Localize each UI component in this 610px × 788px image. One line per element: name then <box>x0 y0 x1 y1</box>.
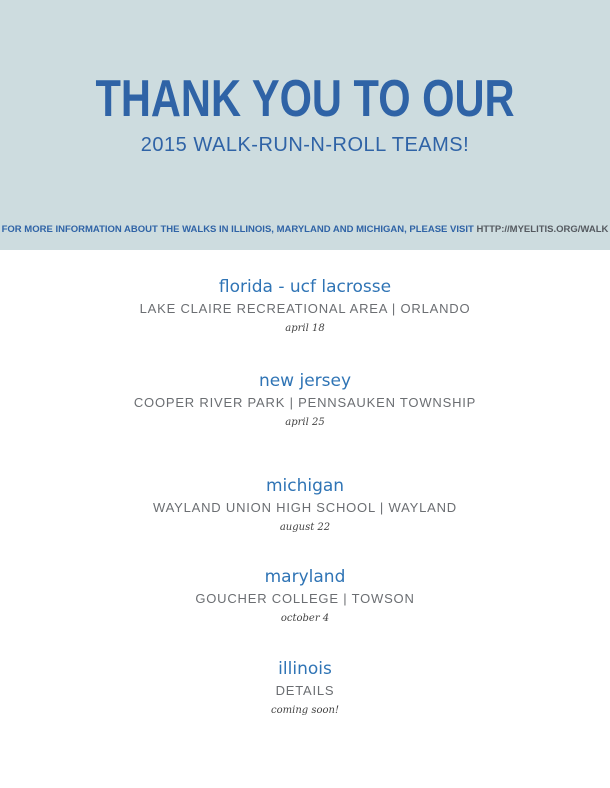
page-subtitle: 2015 WALK-RUN-N-ROLL TEAMS! <box>140 134 470 156</box>
event-venue: COOPER RIVER PARK | PENNSAUKEN TOWNSHIP <box>133 395 477 410</box>
page-title: THANK YOU TO OUR <box>95 70 515 128</box>
event-venue: DETAILS <box>275 683 335 698</box>
info-line <box>0 224 610 235</box>
event-date: october 4 <box>280 613 330 624</box>
event-name: new jersey <box>258 371 352 391</box>
event-illinois <box>0 658 610 719</box>
event-venue: LAKE CLAIRE RECREATIONAL AREA | ORLANDO <box>139 301 471 316</box>
info-text: FOR MORE INFORMATION ABOUT THE WALKS IN ILLINOIS, MARYLAND AND MICHIGAN, PLEASE VISIT <box>1 224 474 235</box>
header-banner <box>0 0 610 250</box>
info-link[interactable]: HTTP://MYELITIS.ORG/WALK <box>476 224 609 235</box>
event-venue: GOUCHER COLLEGE | TOWSON <box>195 591 415 606</box>
event-name: illinois <box>278 659 332 679</box>
event-date: april 18 <box>285 323 325 334</box>
event-michigan <box>0 475 610 536</box>
event-name: florida - ucf lacrosse <box>218 277 392 297</box>
event-date: coming soon! <box>271 705 339 716</box>
event-new-jersey <box>0 370 610 431</box>
event-venue: WAYLAND UNION HIGH SCHOOL | WAYLAND <box>153 500 457 515</box>
event-date: april 25 <box>285 417 325 428</box>
event-florida <box>0 276 610 337</box>
event-date: august 22 <box>279 522 331 533</box>
event-name: maryland <box>264 567 346 587</box>
event-maryland <box>0 566 610 627</box>
event-name: michigan <box>265 476 345 496</box>
